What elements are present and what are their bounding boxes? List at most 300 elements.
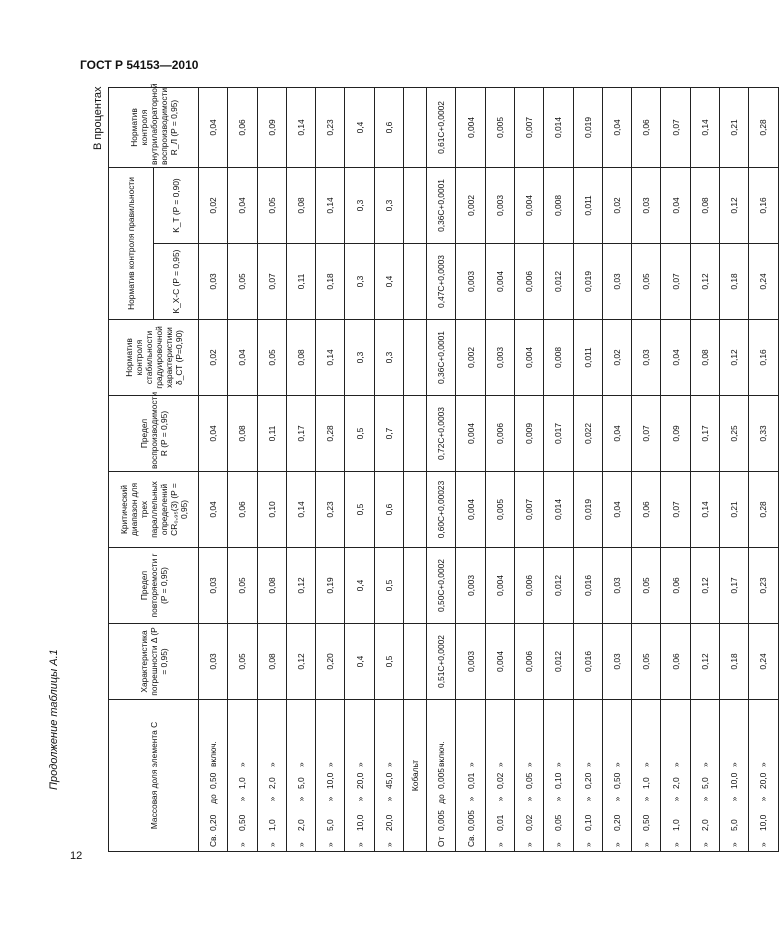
value-cell: 0,04 <box>228 320 257 396</box>
range-separator: » <box>758 796 769 802</box>
mass-range-cell <box>690 700 719 852</box>
range-end: 0,02 <box>494 772 505 789</box>
range-separator: до <box>208 794 219 804</box>
header-intralab: Норматив контроля внутрилабораторной воспроизводимости R_Л (P = 0,95) <box>109 87 199 167</box>
value-cell: 0,07 <box>632 396 661 472</box>
value-cell: 0,5 <box>374 548 403 624</box>
value-cell: 0,004 <box>485 548 514 624</box>
header-stability: Норматив контроля стабильности градуировочной характеристики δ_СТ (P=0,90) <box>109 320 199 396</box>
value-cell: 0,002 <box>456 167 485 243</box>
value-cell: 0,08 <box>690 320 719 396</box>
table-row <box>573 87 602 851</box>
range-separator: » <box>699 796 710 802</box>
value-cell: 0,04 <box>228 167 257 243</box>
value-cell: 0,14 <box>286 472 315 548</box>
value-cell: 0,28 <box>316 396 345 472</box>
value-cell: 0,008 <box>544 167 573 243</box>
value-cell: 0,16 <box>749 167 778 243</box>
value-cell: 0,006 <box>485 396 514 472</box>
value-cell: 0,14 <box>690 87 719 167</box>
range-end: 5,0 <box>699 777 710 789</box>
header-correctness: Норматив контроля правильности <box>109 167 154 319</box>
value-cell: 0,72C+0,0003 <box>427 396 456 472</box>
range-prefix: » <box>670 842 681 847</box>
value-cell: 0,3 <box>345 244 374 320</box>
value-cell: 0,014 <box>544 87 573 167</box>
value-cell: 0,04 <box>602 472 631 548</box>
section-title: Кобальт <box>404 700 427 852</box>
value-cell: 0,50C+0,0002 <box>427 548 456 624</box>
value-cell: 0,004 <box>514 167 543 243</box>
range-suffix: » <box>524 762 535 767</box>
range-end: 10,0 <box>729 772 740 789</box>
value-cell: 0,04 <box>602 396 631 472</box>
value-cell: 0,004 <box>456 472 485 548</box>
range-begin: 1,0 <box>266 819 277 831</box>
mass-range-cell <box>316 700 345 852</box>
value-cell: 0,3 <box>345 167 374 243</box>
range-suffix: » <box>758 762 769 767</box>
value-cell: 0,04 <box>661 167 690 243</box>
value-cell: 0,016 <box>573 548 602 624</box>
value-cell: 0,14 <box>286 87 315 167</box>
table-row <box>485 87 514 851</box>
value-cell: 0,04 <box>199 87 228 167</box>
value-cell: 0,09 <box>661 396 690 472</box>
value-cell: 0,08 <box>257 548 286 624</box>
range-prefix: » <box>582 842 593 847</box>
value-cell: 0,60C+0,00023 <box>427 472 456 548</box>
value-cell: 0,28 <box>749 472 778 548</box>
range-separator: » <box>296 796 307 802</box>
table-row <box>720 87 749 851</box>
value-cell: 0,011 <box>573 320 602 396</box>
value-cell: 0,006 <box>514 548 543 624</box>
value-cell: 0,007 <box>514 472 543 548</box>
empty-cell <box>404 548 427 624</box>
range-begin: 10,0 <box>758 814 769 831</box>
value-cell: 0,36C+0,0001 <box>427 320 456 396</box>
value-cell: 0,05 <box>632 624 661 700</box>
value-cell: 0,04 <box>661 320 690 396</box>
page-number: 12 <box>70 850 83 862</box>
range-separator: » <box>670 796 681 802</box>
value-cell: 0,04 <box>602 87 631 167</box>
range-begin: 10,0 <box>354 814 365 831</box>
range-begin: 0,005 <box>436 810 447 831</box>
mass-range-cell <box>602 700 631 852</box>
range-prefix: Св. <box>465 834 476 847</box>
range-begin: 1,0 <box>670 819 681 831</box>
value-cell: 0,17 <box>690 396 719 472</box>
value-cell: 0,03 <box>632 167 661 243</box>
header-delta: Характеристика погрешности Δ (P = 0,95) <box>109 624 199 700</box>
table-row <box>690 87 719 851</box>
value-cell: 0,004 <box>485 244 514 320</box>
header-reproducibility: Предел воспроизводимости R (P = 0,95) <box>109 396 199 472</box>
range-suffix: » <box>266 762 277 767</box>
value-cell: 0,21 <box>720 87 749 167</box>
value-cell: 0,20 <box>316 624 345 700</box>
value-cell: 0,23 <box>316 472 345 548</box>
value-cell: 0,004 <box>485 624 514 700</box>
value-cell: 0,05 <box>228 244 257 320</box>
value-cell: 0,23 <box>749 548 778 624</box>
value-cell: 0,3 <box>374 320 403 396</box>
value-cell: 0,07 <box>661 244 690 320</box>
value-cell: 0,004 <box>456 87 485 167</box>
range-end: 0,05 <box>524 772 535 789</box>
value-cell: 0,016 <box>573 624 602 700</box>
value-cell: 0,7 <box>374 396 403 472</box>
value-cell: 0,012 <box>544 548 573 624</box>
value-cell: 0,18 <box>720 244 749 320</box>
range-end: 45,0 <box>383 772 394 789</box>
empty-cell <box>404 87 427 167</box>
value-cell: 0,06 <box>661 624 690 700</box>
value-cell: 0,007 <box>514 87 543 167</box>
range-end: 0,50 <box>612 772 622 789</box>
value-cell: 0,14 <box>690 472 719 548</box>
range-prefix: » <box>524 842 535 847</box>
value-cell: 0,5 <box>345 472 374 548</box>
value-cell: 0,05 <box>632 548 661 624</box>
mass-range-cell <box>485 700 514 852</box>
value-cell: 0,04 <box>199 472 228 548</box>
range-suffix: » <box>325 762 336 767</box>
mass-range-cell <box>661 700 690 852</box>
table-row <box>632 87 661 851</box>
value-cell: 0,03 <box>199 548 228 624</box>
value-cell: 0,014 <box>544 472 573 548</box>
range-begin: 0,20 <box>208 814 219 831</box>
value-cell: 0,07 <box>661 472 690 548</box>
range-end: 0,01 <box>465 772 476 789</box>
range-end: 10,0 <box>325 772 336 789</box>
data-table <box>108 83 779 852</box>
value-cell: 0,08 <box>228 396 257 472</box>
value-cell: 0,4 <box>345 624 374 700</box>
range-suffix: » <box>699 762 710 767</box>
table-row <box>345 87 374 851</box>
value-cell: 0,004 <box>514 320 543 396</box>
value-cell: 0,06 <box>632 472 661 548</box>
range-end: 1,0 <box>641 777 652 789</box>
range-prefix: » <box>296 842 307 847</box>
range-prefix: » <box>237 842 248 847</box>
mass-range-cell <box>199 700 228 852</box>
value-cell: 0,03 <box>602 548 631 624</box>
value-cell: 0,23 <box>316 87 345 167</box>
mass-range-cell <box>456 700 485 852</box>
value-cell: 0,08 <box>690 167 719 243</box>
value-cell: 0,07 <box>257 244 286 320</box>
table-row <box>749 87 778 851</box>
empty-cell <box>404 320 427 396</box>
value-cell: 0,005 <box>485 87 514 167</box>
range-suffix: включ. <box>208 741 219 767</box>
range-separator: » <box>582 796 593 802</box>
value-cell: 0,08 <box>257 624 286 700</box>
value-cell: 0,61C+0,0002 <box>427 87 456 167</box>
range-prefix: От <box>436 836 447 847</box>
value-cell: 0,011 <box>573 167 602 243</box>
value-cell: 0,6 <box>374 87 403 167</box>
table-row <box>316 87 345 851</box>
mass-range-cell <box>720 700 749 852</box>
value-cell: 0,003 <box>456 244 485 320</box>
mass-range-cell <box>257 700 286 852</box>
value-cell: 0,02 <box>602 320 631 396</box>
value-cell: 0,12 <box>690 548 719 624</box>
range-prefix: » <box>758 842 769 847</box>
table-row <box>286 87 315 851</box>
range-separator: » <box>465 796 476 802</box>
value-cell: 0,008 <box>544 320 573 396</box>
range-end: 0,005 <box>436 768 447 789</box>
value-cell: 0,022 <box>573 396 602 472</box>
mass-range-cell <box>345 700 374 852</box>
range-suffix: » <box>296 762 307 767</box>
mass-range-cell <box>632 700 661 852</box>
mass-range-cell <box>514 700 543 852</box>
value-cell: 0,019 <box>573 244 602 320</box>
value-cell: 0,003 <box>456 624 485 700</box>
mass-range-cell <box>286 700 315 852</box>
empty-cell <box>404 244 427 320</box>
value-cell: 0,03 <box>199 624 228 700</box>
header-critical-range: Критический диапазон для трех параллельных определений CR₀,₉₅(3) (P = 0,95) <box>109 472 199 548</box>
value-cell: 0,006 <box>514 624 543 700</box>
value-cell: 0,06 <box>228 87 257 167</box>
value-cell: 0,17 <box>720 548 749 624</box>
value-cell: 0,18 <box>720 624 749 700</box>
value-cell: 0,28 <box>749 87 778 167</box>
document-title: ГОСТ Р 54153—2010 <box>80 58 199 72</box>
range-prefix: » <box>641 842 652 847</box>
range-separator: » <box>383 796 394 802</box>
empty-cell <box>404 472 427 548</box>
value-cell: 0,003 <box>456 548 485 624</box>
range-separator: » <box>237 796 248 802</box>
value-cell: 0,03 <box>602 624 631 700</box>
value-cell: 0,09 <box>257 87 286 167</box>
value-cell: 0,14 <box>316 320 345 396</box>
range-suffix: включ. <box>436 741 447 767</box>
value-cell: 0,006 <box>514 244 543 320</box>
range-prefix: » <box>612 842 622 847</box>
range-prefix: Св. <box>208 834 219 847</box>
range-separator: » <box>266 796 277 802</box>
range-separator: » <box>641 796 652 802</box>
range-prefix: » <box>553 842 564 847</box>
range-begin: 0,05 <box>553 814 564 831</box>
range-suffix: » <box>670 762 681 767</box>
value-cell: 0,002 <box>456 320 485 396</box>
range-prefix: » <box>325 842 336 847</box>
value-cell: 0,12 <box>720 320 749 396</box>
range-separator: до <box>436 794 447 804</box>
units-label: В процентах <box>92 86 104 150</box>
range-begin: 0,02 <box>524 814 535 831</box>
value-cell: 0,012 <box>544 244 573 320</box>
range-suffix: » <box>494 762 505 767</box>
mass-range-cell <box>573 700 602 852</box>
value-cell: 0,12 <box>286 624 315 700</box>
value-cell: 0,009 <box>514 396 543 472</box>
range-begin: 20,0 <box>383 814 394 831</box>
range-begin: 5,0 <box>325 819 336 831</box>
table-row <box>199 87 228 851</box>
range-suffix: » <box>582 762 593 767</box>
value-cell: 0,06 <box>632 87 661 167</box>
range-end: 20,0 <box>758 772 769 789</box>
value-cell: 0,4 <box>345 87 374 167</box>
range-end: 0,20 <box>582 772 593 789</box>
table-row <box>602 87 631 851</box>
range-suffix: » <box>553 762 564 767</box>
range-separator: » <box>354 796 365 802</box>
value-cell: 0,24 <box>749 244 778 320</box>
range-suffix: » <box>612 762 622 767</box>
range-suffix: » <box>237 762 248 767</box>
value-cell: 0,06 <box>228 472 257 548</box>
value-cell: 0,003 <box>485 320 514 396</box>
empty-cell <box>404 167 427 243</box>
table-row <box>456 87 485 851</box>
value-cell: 0,4 <box>374 244 403 320</box>
value-cell: 0,05 <box>228 548 257 624</box>
value-cell: 0,10 <box>257 472 286 548</box>
value-cell: 0,12 <box>690 244 719 320</box>
value-cell: 0,14 <box>316 167 345 243</box>
value-cell: 0,5 <box>345 396 374 472</box>
header-mass: Массовая доля элемента С <box>109 700 199 852</box>
value-cell: 0,33 <box>749 396 778 472</box>
value-cell: 0,003 <box>485 167 514 243</box>
range-end: 1,0 <box>237 777 248 789</box>
range-begin: 0,20 <box>612 814 622 831</box>
table-row <box>514 87 543 851</box>
value-cell: 0,12 <box>690 624 719 700</box>
range-end: 2,0 <box>670 777 681 789</box>
range-begin: 0,50 <box>641 814 652 831</box>
range-separator: » <box>325 796 336 802</box>
empty-cell <box>404 624 427 700</box>
value-cell: 0,012 <box>544 624 573 700</box>
table-row <box>374 87 403 851</box>
table-row <box>661 87 690 851</box>
range-begin: 5,0 <box>729 819 740 831</box>
value-cell: 0,17 <box>286 396 315 472</box>
table-row <box>257 87 286 851</box>
value-cell: 0,3 <box>345 320 374 396</box>
rotated-table-container <box>108 83 769 852</box>
mass-range-cell <box>749 700 778 852</box>
range-prefix: » <box>266 842 277 847</box>
value-cell: 0,02 <box>199 320 228 396</box>
value-cell: 0,005 <box>485 472 514 548</box>
value-cell: 0,18 <box>316 244 345 320</box>
header-repeatability: Предел повторяемости r (P = 0,95) <box>109 548 199 624</box>
range-begin: 0,005 <box>465 810 476 831</box>
value-cell: 0,12 <box>720 167 749 243</box>
range-begin: 0,01 <box>494 814 505 831</box>
value-cell: 0,19 <box>316 548 345 624</box>
value-cell: 0,11 <box>286 244 315 320</box>
value-cell: 0,4 <box>345 548 374 624</box>
value-cell: 0,51C+0,0002 <box>427 624 456 700</box>
mass-range-cell <box>228 700 257 852</box>
mass-range-cell <box>427 700 456 852</box>
value-cell: 0,03 <box>199 244 228 320</box>
section-row <box>404 87 427 851</box>
range-separator: » <box>494 796 505 802</box>
range-prefix: » <box>383 842 394 847</box>
range-end: 0,10 <box>553 772 564 789</box>
range-suffix: » <box>354 762 365 767</box>
value-cell: 0,019 <box>573 87 602 167</box>
value-cell: 0,08 <box>286 167 315 243</box>
range-suffix: » <box>383 762 394 767</box>
range-begin: 0,10 <box>582 814 593 831</box>
range-prefix: » <box>699 842 710 847</box>
value-cell: 0,11 <box>257 396 286 472</box>
value-cell: 0,04 <box>199 396 228 472</box>
value-cell: 0,12 <box>286 548 315 624</box>
value-cell: 0,05 <box>228 624 257 700</box>
value-cell: 0,017 <box>544 396 573 472</box>
continuation-label: Продолжение таблицы А.1 <box>48 649 60 790</box>
value-cell: 0,05 <box>632 244 661 320</box>
value-cell: 0,02 <box>602 167 631 243</box>
value-cell: 0,36C+0,0001 <box>427 167 456 243</box>
value-cell: 0,02 <box>199 167 228 243</box>
range-begin: 2,0 <box>699 819 710 831</box>
range-suffix: » <box>729 762 740 767</box>
value-cell: 0,019 <box>573 472 602 548</box>
table-row <box>427 87 456 851</box>
table-row <box>228 87 257 851</box>
value-cell: 0,07 <box>661 87 690 167</box>
value-cell: 0,05 <box>257 320 286 396</box>
header-kt: K_T (P = 0,90) <box>154 167 199 243</box>
range-prefix: » <box>354 842 365 847</box>
range-separator: » <box>553 796 564 802</box>
value-cell: 0,03 <box>632 320 661 396</box>
range-begin: 0,50 <box>237 814 248 831</box>
range-separator: » <box>612 796 622 802</box>
value-cell: 0,5 <box>374 624 403 700</box>
value-cell: 0,004 <box>456 396 485 472</box>
range-prefix: » <box>494 842 505 847</box>
range-end: 0,50 <box>208 772 219 789</box>
value-cell: 0,6 <box>374 472 403 548</box>
range-separator: » <box>524 796 535 802</box>
value-cell: 0,47C+0,0003 <box>427 244 456 320</box>
mass-range-cell <box>544 700 573 852</box>
mass-range-cell <box>374 700 403 852</box>
range-end: 5,0 <box>296 777 307 789</box>
value-cell: 0,25 <box>720 396 749 472</box>
range-suffix: » <box>641 762 652 767</box>
value-cell: 0,24 <box>749 624 778 700</box>
header-kxc: K_X-C (P = 0,95) <box>154 244 199 320</box>
value-cell: 0,08 <box>286 320 315 396</box>
value-cell: 0,3 <box>374 167 403 243</box>
value-cell: 0,05 <box>257 167 286 243</box>
range-separator: » <box>729 796 740 802</box>
